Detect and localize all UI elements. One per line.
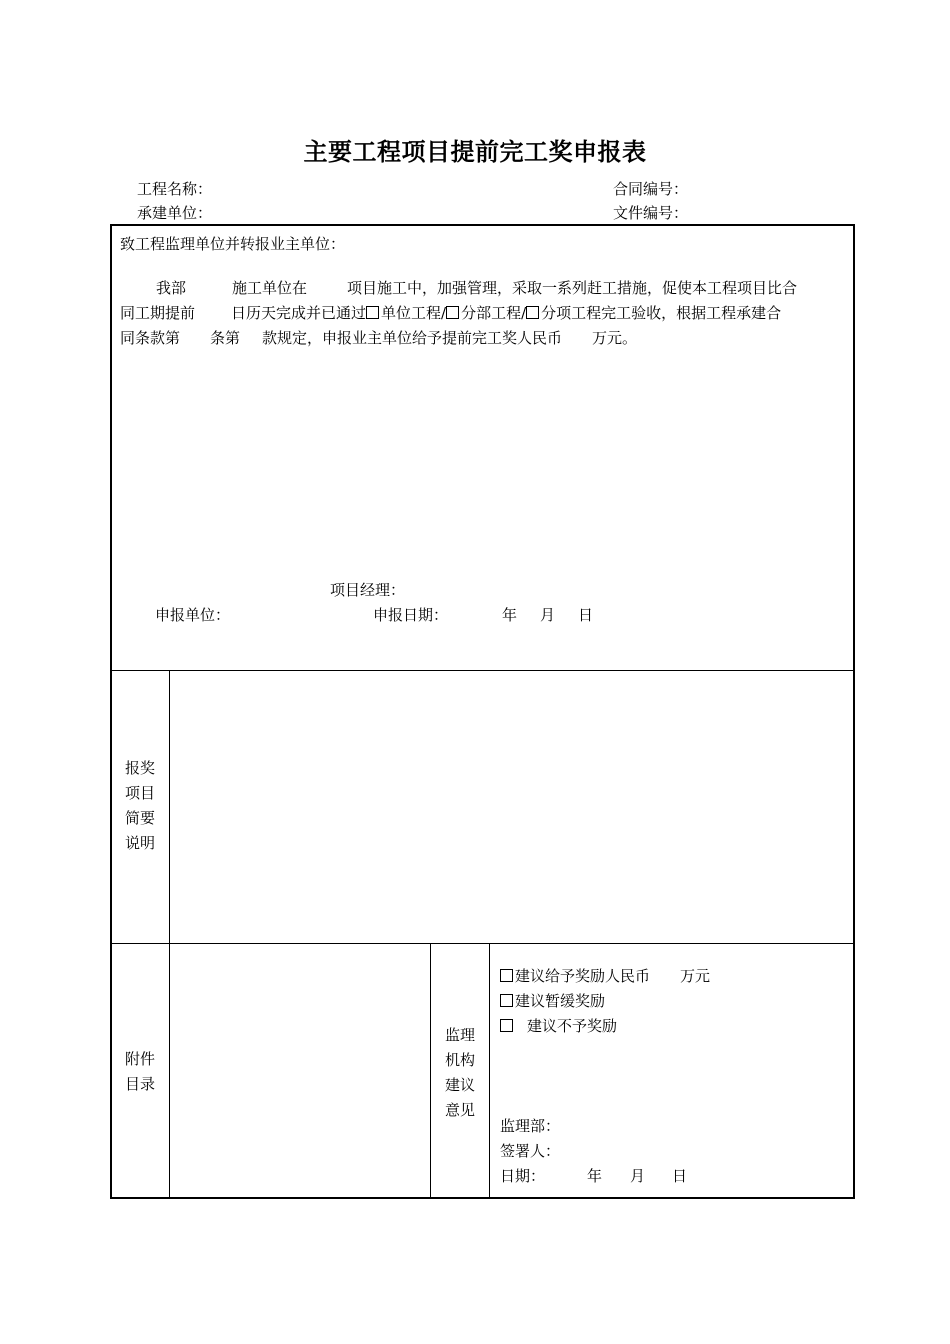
year-label: 年 [587, 1167, 603, 1185]
suggest-postpone-checkbox[interactable] [500, 994, 513, 1007]
month-label: 月 [630, 1167, 646, 1185]
section-divider [112, 943, 853, 944]
statement-line-3 [120, 326, 850, 351]
column-divider [169, 943, 170, 1199]
month-label: 月 [540, 606, 556, 624]
supervision-opinion-label [432, 1023, 488, 1123]
section-divider [112, 670, 853, 671]
column-divider [169, 670, 170, 943]
statement-text: 日历天完成并已通过 [231, 304, 367, 322]
statement-text: 同条款第 [120, 329, 181, 347]
application-statement [120, 276, 850, 351]
label-line: 项目 [124, 784, 155, 802]
statement-text: 我部 [156, 279, 187, 297]
opinion-date-label: 日期： [500, 1167, 546, 1185]
contractor-label: 承建单位： [137, 204, 213, 222]
option-unit: 万元 [680, 967, 711, 985]
option-text: 建议不予奖励 [527, 1017, 618, 1035]
label-line: 简要 [124, 809, 155, 827]
statement-text: 单位工程/ [381, 304, 447, 322]
day-label: 日 [672, 1167, 688, 1185]
label-line: 意见 [444, 1101, 475, 1119]
label-line: 建议 [444, 1076, 475, 1094]
supervision-dept-label: 监理部： [500, 1117, 561, 1135]
suggest-award-option [500, 965, 710, 986]
addressee-text: 致工程监理单位并转报业主单位： [120, 235, 346, 253]
statement-text: 万元。 [592, 329, 638, 347]
statement-text: 分项工程完工验收，根据工程承建合 [541, 304, 782, 322]
application-date-label: 申报日期： [373, 606, 449, 624]
statement-text: 施工单位在 [232, 279, 308, 297]
attachments-label [112, 1047, 168, 1097]
division-project-checkbox[interactable] [446, 306, 459, 319]
label-line: 机构 [444, 1051, 475, 1069]
brief-description-label [112, 756, 168, 856]
statement-line-1 [120, 276, 850, 301]
application-form-table [110, 224, 855, 1199]
year-label: 年 [502, 606, 518, 624]
form-title: 主要工程项目提前完工奖申报表 [303, 138, 647, 166]
suggest-award-checkbox[interactable] [500, 969, 513, 982]
suggest-no-award-option [500, 1015, 617, 1036]
project-manager-label: 项目经理： [330, 581, 406, 599]
statement-text: 款规定，申报业主单位给予提前完工奖人民币 [262, 329, 563, 347]
column-divider [430, 943, 431, 1199]
label-line: 附件 [124, 1050, 155, 1068]
label-line: 监理 [444, 1026, 475, 1044]
statement-text: 条第 [210, 329, 241, 347]
contract-number-label: 合同编号： [613, 180, 689, 198]
suggest-no-award-checkbox[interactable] [500, 1019, 513, 1032]
statement-text: 项目施工中，加强管理，采取一系列赶工措施，促使本工程项目比合 [347, 279, 798, 297]
suggest-postpone-option [500, 990, 605, 1011]
project-name-label: 工程名称： [137, 180, 213, 198]
applicant-unit-label: 申报单位： [155, 606, 231, 624]
label-line: 报奖 [124, 759, 155, 777]
statement-line-2 [120, 301, 850, 326]
day-label: 日 [578, 606, 594, 624]
file-number-label: 文件编号： [613, 204, 689, 222]
subitem-project-checkbox[interactable] [526, 306, 539, 319]
label-line: 说明 [124, 834, 155, 852]
option-text: 建议给予奖励人民币 [515, 967, 651, 985]
statement-text: 分部工程/ [461, 304, 527, 322]
unit-project-checkbox[interactable] [366, 306, 379, 319]
option-text: 建议暂缓奖励 [515, 992, 606, 1010]
signer-label: 签署人： [500, 1142, 561, 1160]
statement-text: 同工期提前 [120, 304, 196, 322]
label-line: 目录 [124, 1075, 155, 1093]
column-divider [489, 943, 490, 1199]
